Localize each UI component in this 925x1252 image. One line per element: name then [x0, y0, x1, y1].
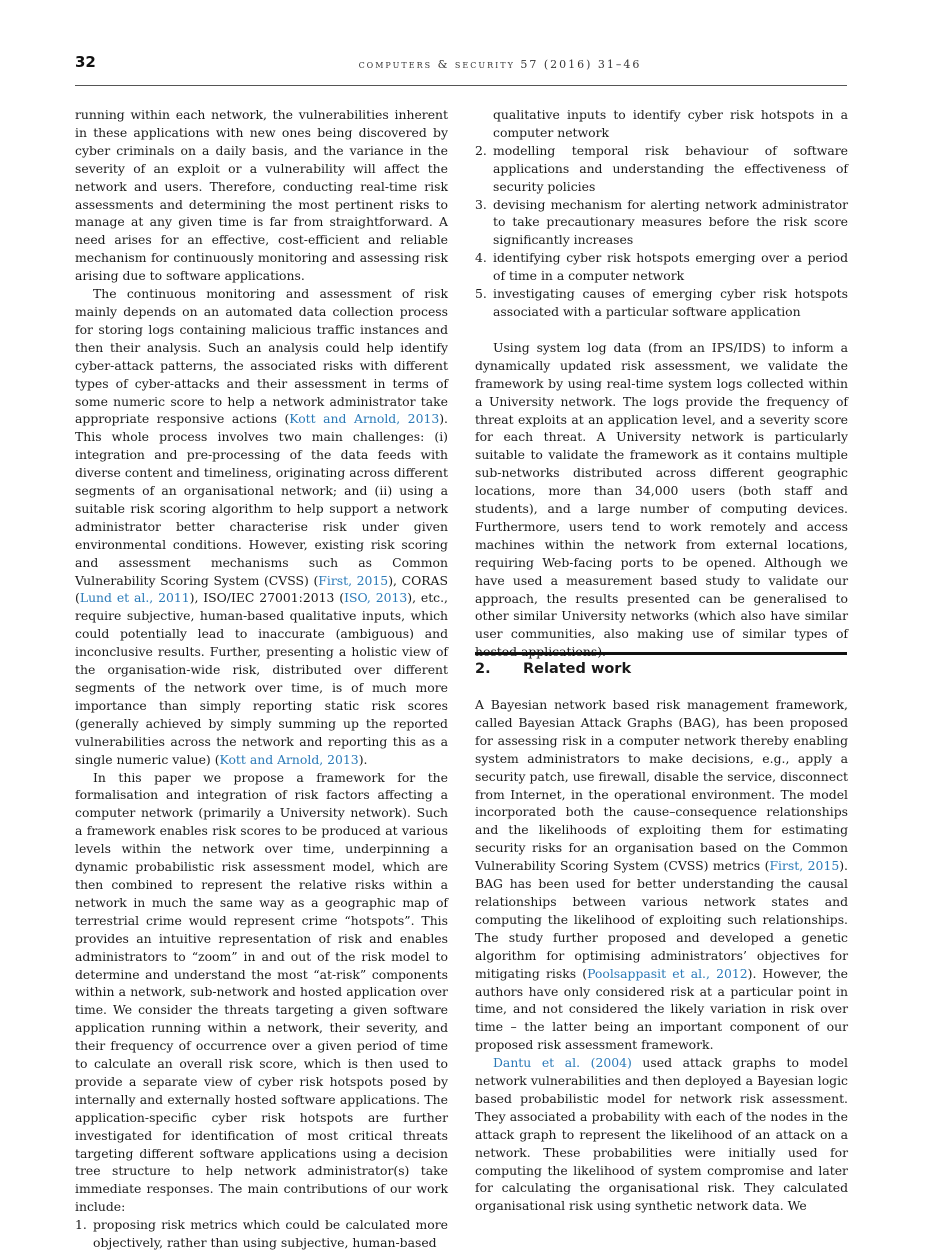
contributions-list-continued: [475, 106, 848, 321]
list-text: investigating causes of emerging cyber risk hotspots associated with a particular software application: [493, 286, 848, 319]
text: used attack graphs to model network vulnerabilities and then deployed a Bayesian logic based probabilistic model for network risk assessment. They associated a probability with each of the nodes in the attack graph to represent the likelihood of an attack on a network. These probabilities were initially used for computing the likelihood of system compromise and later for calculating the organisational risk. They calculated organisational risk using synthetic network data. We: [475, 1055, 848, 1214]
text: ), CORAS (: [75, 572, 448, 606]
list-text: proposing risk metrics which could be calculated more objectively, rather than using subjective, human-based: [93, 1217, 448, 1251]
list-item: [75, 1216, 448, 1252]
list-item: [475, 106, 848, 142]
paragraph: In this paper we propose a framework for the formalisation and integration of risk factors affecting a computer network (primarily a University network). Such a framework enables risk scores to be produced at various levels within the network over time, underpinning a dynamic probabilistic risk assessment model, which are then combined to represent the relative risks within a network in much the same way as a geographic map of terrestrial crime would represent crime “hotspots”. This provides an intuitive representation of risk and enables administrators to “zoom” in and out of the risk model to determine and understand the most “at-risk” components within a network, sub-network and hosted application over time. We consider the threats targeting a given software application running within a network, their severity, and their frequency of occurrence over a given period of time to calculate an overall risk score, which is then used to provide a separate view of cyber risk hotspots posed by internally and externally hosted software applications. The application-specific cyber risk hotspots are further investigated for identification of most critical threats targeting different software applications using a decision tree structure to help network administrator(s) take immediate responses. The main contributions of our work include:: [75, 769, 448, 1215]
list-text: modelling temporal risk behaviour of software applications and understanding the effectiveness of security policies: [493, 142, 848, 194]
text: ). However, the authors have only considered risk at a particular point in time, and not considered the likely variation in risk over time – the latter being an important component of our proposed risk assessment framework.: [475, 965, 849, 1053]
text: ).: [358, 751, 368, 767]
citation-link[interactable]: Kott and Arnold, 2013: [289, 411, 440, 427]
text: ), ISO/IEC 27001:2013 (: [189, 590, 345, 606]
paragraph: [475, 1054, 848, 1215]
list-item: [475, 142, 848, 196]
journal-header: computers & security 57 (2016) 31–46: [358, 58, 642, 71]
citation-link[interactable]: First, 2015: [769, 858, 840, 874]
text: ). BAG has been used for better understanding the causal relationships between various network states and computing the likelihood of exploiting such relationships. The study further proposed and developed a genetic algorithm for optimising administrators’ objectives for mitigating risks (: [475, 858, 848, 981]
list-text: devising mechanism for alerting network administrator to take precautionary measures before the risk score significantly increases: [493, 196, 848, 248]
list-number: 4.: [475, 250, 487, 266]
list-number: 1.: [75, 1217, 87, 1233]
paragraph: running within each network, the vulnerabilities inherent in these applications with new ones being discovered by cyber criminals on a daily basis, and the variance in the severity of an exploit or a vulnerability will affect the network and users. Therefore, conducting real-time risk assessments and determining the most pertinent risks to manage at any given time is far from straightforward. A need arises for an effective, cost-efficient and reliable mechanism for continuously monitoring and assessing risk arising due to software applications.: [75, 107, 448, 284]
list-number: 2.: [475, 142, 487, 158]
list-number: 5.: [475, 286, 487, 302]
text: A Bayesian network based risk management framework, called Bayesian Attack Graphs (BAG), has been proposed for assessing risk in a computer network thereby enabling system administrators to make decisions, e.g., apply a security patch, use firewall, disable the service, disconnect from Internet, in the operational environment. The model incorporated both the cause–consequence relationships and the likelihoods of exploiting them for estimating security risks for an organisation based on the Common Vulnerability Scoring System (CVSS) metrics (: [475, 697, 848, 874]
list-item: [475, 285, 848, 321]
header-rule: [75, 85, 847, 86]
list-item: [475, 196, 848, 250]
section-title: Related work: [523, 661, 632, 677]
page-number: 32: [75, 53, 96, 71]
right-column: [475, 106, 848, 661]
related-work-body: [475, 696, 848, 1215]
citation-link[interactable]: Dantu et al. (2004): [493, 1055, 632, 1071]
section-number: 2.: [475, 661, 491, 677]
text: The continuous monitoring and assessment of risk mainly depends on an automated data collection process for storing logs containing malicious traffic instances and then their analysis. Such an analysis could help identify cyber-attack patterns, the associated risks with different types of cyber-attacks and their assessment in terms of some numeric score to help a network administrator take appropriate responsive actions (: [75, 286, 448, 427]
list-text: qualitative inputs to identify cyber risk hotspots in a computer network: [493, 107, 848, 140]
left-column: [75, 106, 448, 1252]
paragraph: [75, 285, 448, 768]
paragraph: [475, 696, 848, 1054]
citation-link[interactable]: Kott and Arnold, 2013: [219, 751, 359, 767]
list-number: 3.: [475, 196, 487, 212]
list-item: [475, 249, 848, 285]
citation-link[interactable]: ISO, 2013: [344, 590, 408, 606]
text: ), etc., require subjective, human-based qualitative inputs, which could potentially lead to inaccurate (ambiguous) and inconclusive results. Further, presenting a holistic view of the organisation-wide risk, distributed over different segments of the network over time, is of much more importance than simply reporting static risk scores (generally achieved by simply summing up the reported vulnerabilities across the network and reporting this as a single numeric value) (: [75, 590, 448, 767]
list-text: identifying cyber risk hotspots emerging over a period of time in a computer network: [493, 250, 848, 284]
section-heading: [475, 652, 847, 677]
text: ). This whole process involves two main challenges: (i) integration and pre-processing of the data feeds with diverse content and timeliness, originating across different segments of an organisational network; and (ii) using a suitable risk scoring algorithm to help support a network administrator better characterise risk under given environmental conditions. However, existing risk scoring and assessment mechanisms such as Common Vulnerability Scoring System (CVSS) (: [75, 411, 448, 588]
contributions-list: [75, 1216, 448, 1252]
citation-link[interactable]: First, 2015: [318, 572, 389, 588]
citation-link[interactable]: Poolsappasit et al., 2012: [587, 965, 748, 981]
citation-link[interactable]: Lund et al., 2011: [79, 590, 190, 606]
paragraph: Using system log data (from an IPS/IDS) to inform a dynamically updated risk assessment, we validate the framework by using real-time system logs collected within a University network. The logs provide the frequency of threat exploits at an application level, and a severity score for each threat. A University network is particularly suitable to validate the framework as it contains multiple sub-networks distributed across different geographic locations, more than 34,000 users (both staff and students), and a large number of computing devices. Furthermore, users tend to work remotely and access machines within the network from external locations, requiring Web-facing ports to be opened. Although we have used a measurement based study to validate our approach, the results presented can be generalised to other similar University networks (which also have similar user communities, also making use of similar types of hosted applications).: [475, 339, 848, 660]
